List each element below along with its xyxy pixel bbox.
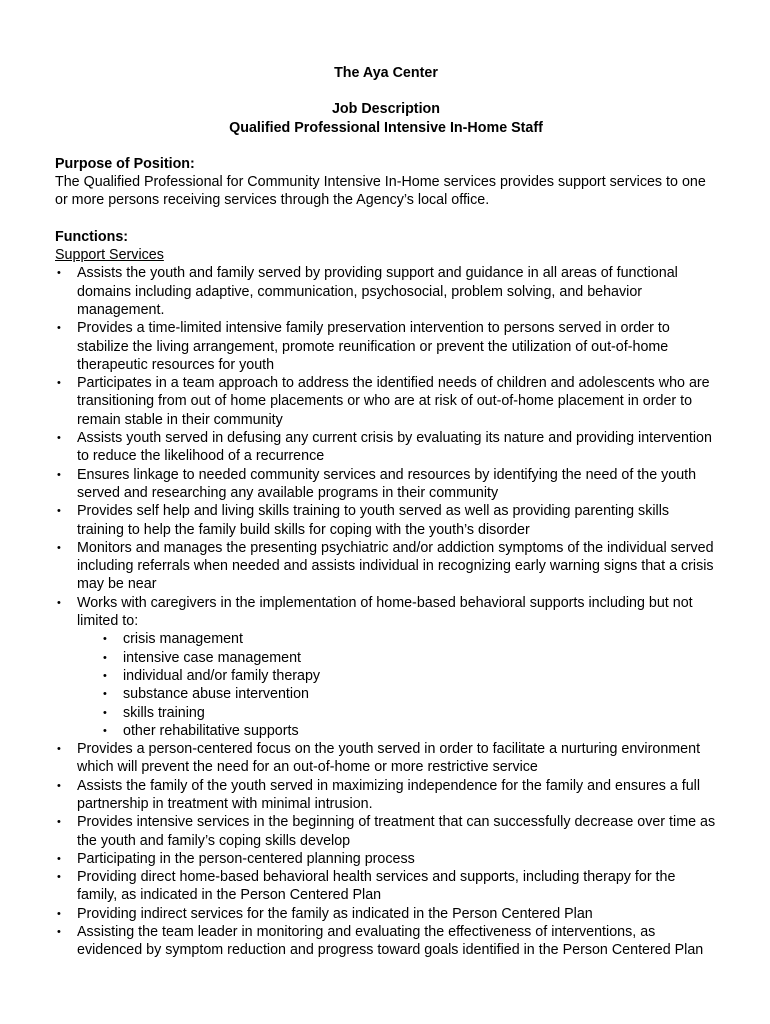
bullet-icon: • — [57, 816, 61, 829]
list-item — [55, 429, 717, 466]
sub-list-item-text: substance abuse intervention — [123, 686, 309, 703]
list-item-text: Provides a time-limited intensive family preservation intervention to persons served in order to stabilize the living arrangement, promote reunification or prevent the utilization of out-of-home therapeutic resources for youth — [77, 320, 670, 373]
bullet-icon: • — [103, 688, 107, 701]
bullet-icon: • — [57, 432, 61, 445]
list-item-text: Assists the youth and family served by providing support and guidance in all areas of functional domains including adaptive, communication, psychosocial, problem solving, and behavior management. — [77, 265, 678, 318]
list-item-text: Provides self help and living skills training to youth served as well as providing parenting skills training to help the family build skills for coping with the youth’s disorder — [77, 503, 670, 538]
sub-list-item-text: other rehabilitative supports — [123, 722, 299, 739]
list-item-text: Works with caregivers in the implementation of home-based behavioral supports including but not limited to: — [77, 594, 693, 630]
sub-list-item-text: crisis management — [123, 631, 243, 648]
support-services-subheading: Support Services — [55, 247, 164, 264]
list-item-text: Providing indirect services for the family as indicated in the Person Centered Plan — [77, 905, 593, 922]
list-item-text: Provides intensive services in the beginning of treatment that can successfully decrease over time as the youth and family’s coping skills develop — [77, 814, 716, 849]
bullet-icon: • — [103, 651, 107, 664]
bullet-icon: • — [57, 377, 61, 390]
bullet-icon: • — [57, 541, 61, 554]
list-item — [55, 923, 717, 960]
list-item — [55, 374, 717, 429]
list-item — [55, 466, 717, 503]
functions-heading: Functions: — [55, 228, 129, 245]
bullet-icon: • — [103, 706, 107, 719]
bullet-icon: • — [103, 669, 107, 682]
sub-list-item-text: skills training — [123, 704, 205, 721]
list-item — [55, 319, 717, 374]
bullet-icon: • — [57, 596, 61, 609]
bullet-icon: • — [57, 743, 61, 756]
document-page — [55, 64, 717, 960]
list-item — [55, 264, 717, 319]
sub-list-item — [101, 704, 717, 722]
list-item — [55, 850, 717, 868]
org-name: The Aya Center — [334, 65, 438, 81]
sub-list-item — [101, 630, 717, 648]
list-item — [55, 813, 717, 850]
bullet-icon: • — [57, 907, 61, 920]
bullet-icon: • — [57, 322, 61, 335]
bullet-icon: • — [57, 926, 61, 939]
list-item-text: Assisting the team leader in monitoring and evaluating the effectiveness of interventions, as evidenced by symptom reduction and progress toward goals identified in the Person Centered Plan — [77, 924, 704, 959]
document-header — [55, 64, 717, 137]
sub-list-item-text: individual and/or family therapy — [123, 667, 321, 684]
list-item-text: Participates in a team approach to address the identified needs of children and adolescents who are transitioning from out of home placements or who are at risk of out-of-home placement in order to remain stable in their community — [77, 375, 710, 428]
doc-type: Job Description — [331, 101, 441, 118]
list-item-text: Participating in the person-centered planning process — [77, 850, 415, 867]
bullet-icon: • — [57, 779, 61, 792]
list-item — [55, 868, 717, 905]
job-title: Qualified Professional Intensive In-Home Staff — [229, 119, 543, 136]
sub-list-item — [101, 667, 717, 685]
support-types-list — [77, 630, 717, 740]
sub-list-item-text: intensive case management — [123, 649, 302, 666]
purpose-heading: Purpose of Position: — [55, 155, 195, 172]
sub-list-item — [101, 722, 717, 740]
functions-list — [55, 264, 717, 959]
purpose-text: The Qualified Professional for Community Intensive In-Home services provides support services to one or more persons receiving services through the Agency’s local office. — [55, 174, 706, 209]
sub-list-item — [101, 685, 717, 703]
list-item-text: Providing direct home-based behavioral health services and supports, including therapy for the family, as indicated in the Person Centered Plan — [77, 869, 676, 904]
list-item — [55, 594, 717, 740]
list-item-text: Assists the family of the youth served in maximizing independence for the family and ensures a full partnership in treatment with minimal intrusion. — [77, 777, 701, 812]
list-item-text: Assists youth served in defusing any current crisis by evaluating its nature and providing intervention to reduce the likelihood of a recurrence — [77, 430, 712, 465]
list-item — [55, 777, 717, 814]
list-item — [55, 539, 717, 594]
bullet-icon: • — [103, 724, 107, 737]
list-item — [55, 502, 717, 539]
bullet-icon: • — [57, 267, 61, 280]
bullet-icon: • — [57, 871, 61, 884]
list-item — [55, 740, 717, 777]
list-item — [55, 905, 717, 923]
sub-list-item — [101, 649, 717, 667]
list-item-text: Provides a person-centered focus on the youth served in order to facilitate a nurturing environment which will prevent the need for an out-of-home or more restrictive service — [77, 741, 701, 776]
bullet-icon: • — [103, 633, 107, 646]
bullet-icon: • — [57, 468, 61, 481]
bullet-icon: • — [57, 852, 61, 865]
bullet-icon: • — [57, 505, 61, 518]
list-item-text: Ensures linkage to needed community services and resources by identifying the need of the youth served and researching any available programs in their community — [77, 466, 697, 501]
list-item-text: Monitors and manages the presenting psychiatric and/or addiction symptoms of the individual served including referrals when needed and assists individual in recognizing early warning signs that a crisis may be near — [77, 539, 714, 593]
